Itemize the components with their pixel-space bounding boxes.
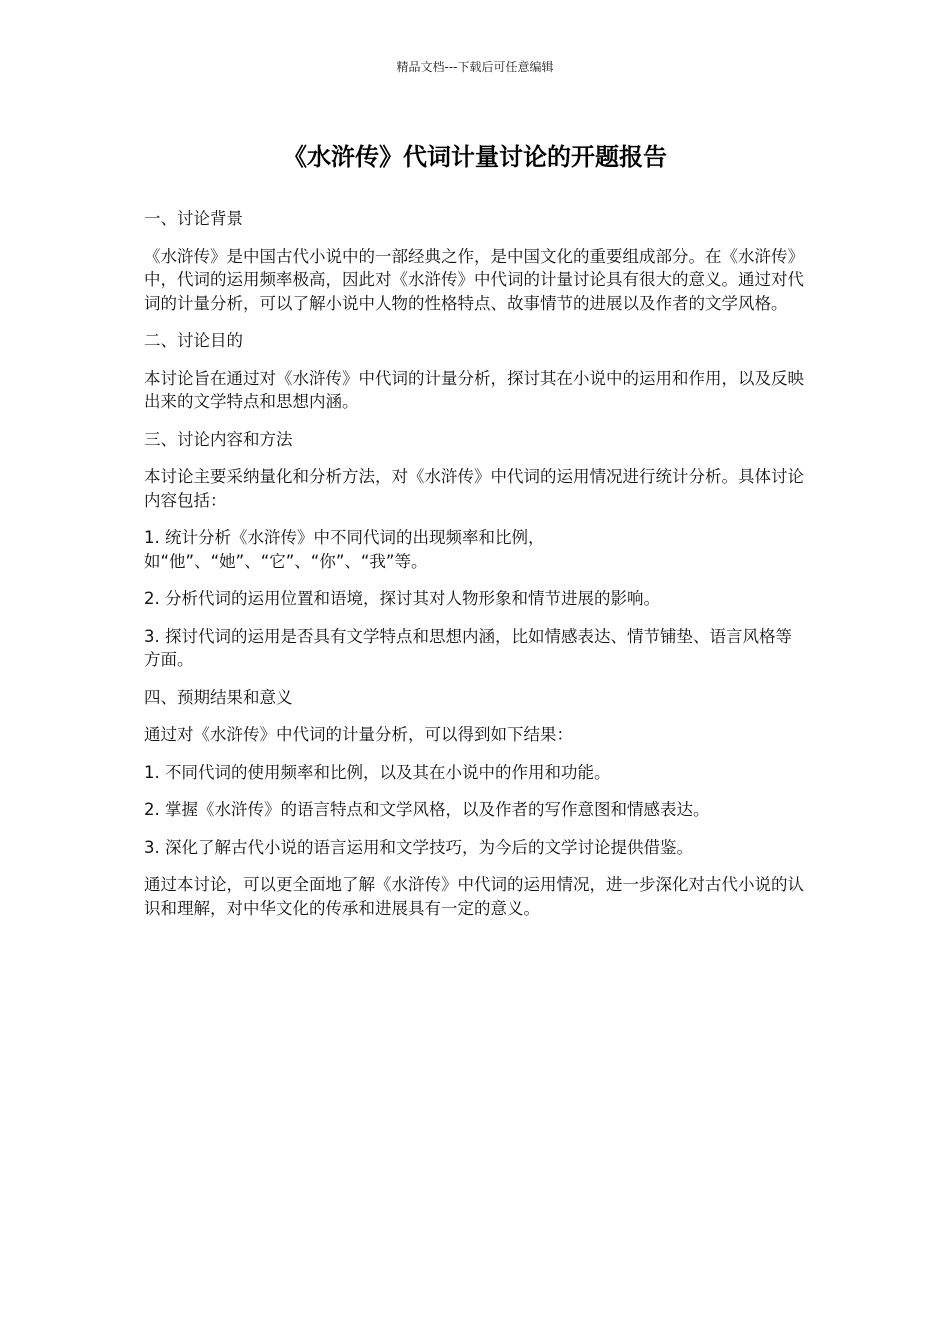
paragraph-content-method: 本讨论主要采纳量化和分析方法，对《水浒传》中代词的运用情况进行统计分析。具体讨论内容包括： — [144, 467, 804, 510]
section-heading-content-method: 三、讨论内容和方法 — [144, 429, 293, 449]
document-title: 《水浒传》代词计量讨论的开题报告 — [283, 143, 667, 171]
paragraph-results-intro: 通过对《水浒传》中代词的计量分析，可以得到如下结果： — [144, 725, 573, 744]
section-heading-background: 一、讨论背景 — [144, 209, 243, 228]
header-note: 精品文档---下载后可任意编辑 — [396, 60, 554, 74]
list-item-content-3: 3. 探讨代词的运用是否具有文学特点和思想内涵，比如情感表达、情节铺垫、语言风格等方面。 — [144, 626, 792, 669]
list-item-results-1: 1. 不同代词的使用频率和比例，以及其在小说中的作用和功能。 — [144, 762, 611, 782]
document-body — [144, 207, 804, 934]
list-item-results-3: 3. 深化了解古代小说的语言运用和文学技巧，为今后的文学讨论提供借鉴。 — [144, 837, 693, 857]
list-item-results-2: 2. 掌握《水浒传》的语言特点和文学风格，以及作者的写作意图和情感表达。 — [144, 800, 710, 819]
paragraph-background: 《水浒传》是中国古代小说中的一部经典之作，是中国文化的重要组成部分。在《水浒传》中，代词的运用频率极高，因此对《水浒传》中代词的计量讨论具有很大的意义。通过对代词的计量分析，可以了解小说中人物的性格特点、故事情节的进展以及作者的文学风格。 — [144, 246, 804, 313]
paragraph-purpose: 本讨论旨在通过对《水浒传》中代词的计量分析，探讨其在小说中的运用和作用，以及反映出来的文学特点和思想内涵。 — [144, 368, 804, 411]
list-item-content-2: 2. 分析代词的运用位置和语境，探讨其对人物形象和情节进展的影响。 — [144, 589, 660, 608]
paragraph-conclusion: 通过本讨论，可以更全面地了解《水浒传》中代词的运用情况，进一步深化对古代小说的认识和理解，对中华文化的传承和进展具有一定的意义。 — [144, 875, 804, 918]
section-heading-results: 四、预期结果和意义 — [144, 687, 293, 707]
section-heading-purpose: 二、讨论目的 — [144, 331, 243, 350]
list-item-content-1: 1. 统计分析《水浒传》中不同代词的出现频率和比例，如“他”、“她”、“它”、“你”、“我”等。 — [144, 528, 545, 571]
